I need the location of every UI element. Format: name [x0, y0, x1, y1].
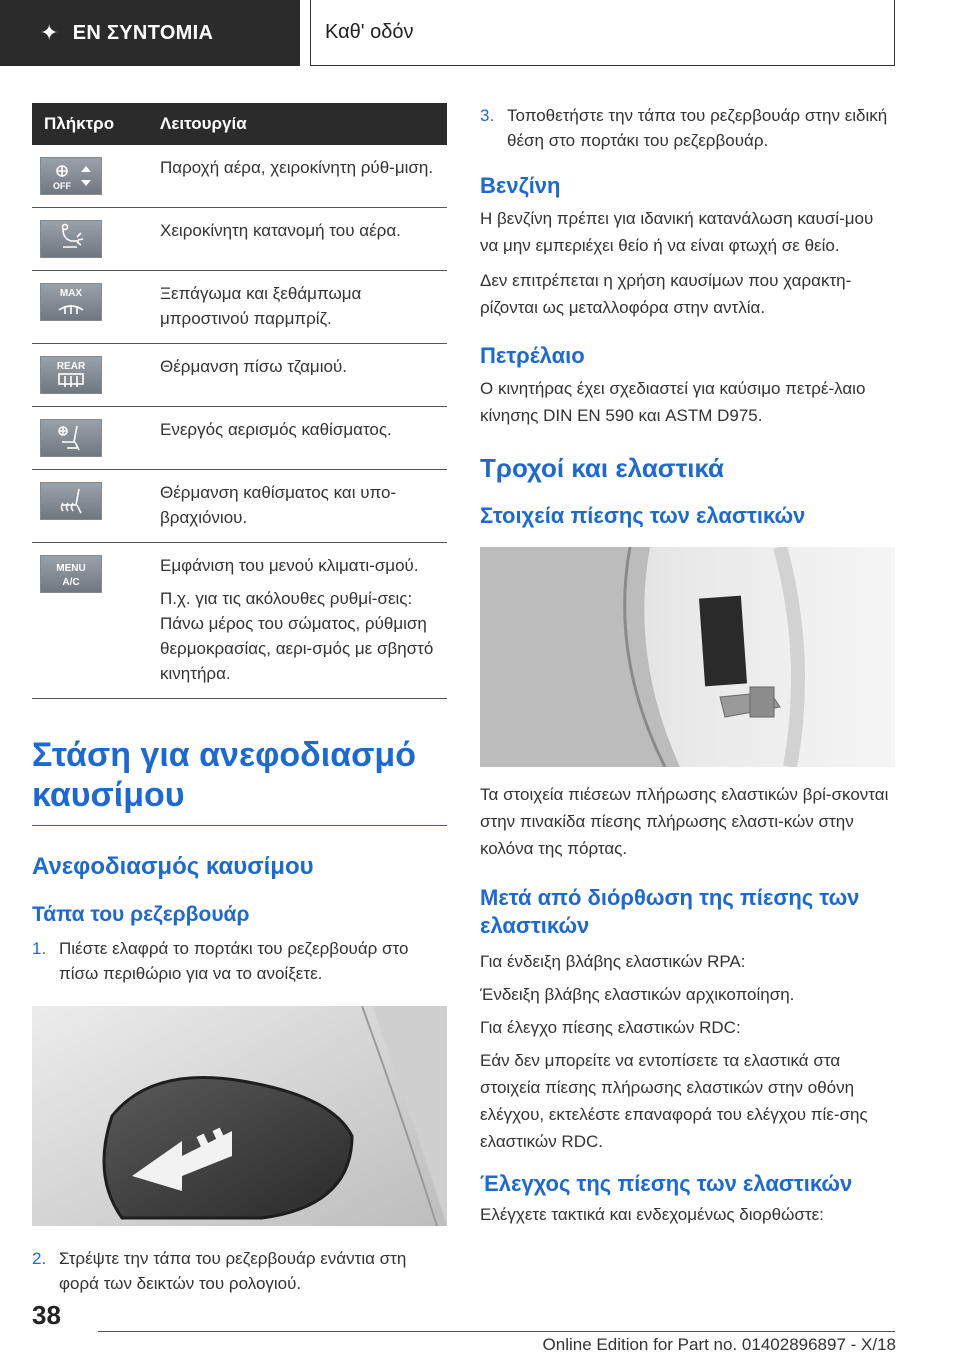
svg-text:MENU: MENU — [56, 563, 86, 574]
subheading-tyre-pressure: Στοιχεία πίεσης των ελαστικών — [480, 503, 806, 528]
button-function-table — [32, 103, 447, 699]
table-row — [32, 470, 447, 543]
page-header — [0, 0, 960, 66]
column-header-function: Λειτουργία — [150, 103, 447, 145]
row-description: Παροχή αέρα, χειροκίνητη ρύθ-μιση. — [150, 145, 447, 208]
left-column — [32, 103, 447, 1296]
subheading-refuelling: Ανεφοδιασμός καυσίμου — [32, 853, 314, 880]
menu-ac-icon — [40, 555, 102, 593]
row-description: Θέρμανση πίσω τζαμιού. — [150, 344, 447, 407]
page-number: 38 — [32, 1300, 61, 1330]
section-tab[interactable] — [0, 0, 300, 66]
max-defrost-icon — [40, 283, 102, 321]
paragraph: Ο κινητήρας έχει σχεδιαστεί για καύσιμο πετρέ-λαιο κίνησης DIN EN 590 και ASTM D975. — [480, 379, 866, 425]
footer-divider — [98, 1331, 895, 1332]
air-flow-off-icon — [40, 157, 102, 195]
svg-text:REAR: REAR — [56, 361, 86, 372]
steps-list-3 — [480, 103, 895, 153]
row-description: Εμφάνιση του μενού κλιματι-σμού. — [160, 556, 419, 575]
seat-heating-icon — [40, 482, 102, 520]
paragraph: Ελέγχετε τακτικά και ενδεχομένως διορθώστε: — [480, 1205, 824, 1224]
svg-text:OFF: OFF — [53, 181, 71, 191]
section-label: ΕΝ ΣΥΝΤΟΜΙΑ — [72, 21, 214, 44]
row-description-extra: Π.χ. για τις ακόλουθες ρυθμί-σεις: Πάνω μέρος του σώματος, ρύθμιση θερμοκρασίας, αερι-σμός με σβηστό κινητήρα. — [160, 589, 434, 683]
table-row — [32, 543, 447, 699]
svg-text:A/C: A/C — [62, 577, 80, 588]
table-row — [32, 344, 447, 407]
svg-text:MAX: MAX — [59, 288, 83, 299]
air-distribution-icon — [40, 220, 102, 258]
subheading-fuel-cap: Τάπα του ρεζερβουάρ — [32, 903, 250, 926]
paragraph: Για έλεγχο πίεσης ελαστικών RDC: — [480, 1018, 741, 1037]
list-item: 1. Πιέστε ελαφρά το πορτάκι του ρεζερβουάρ στο πίσω περιθώριο για να το ανοίξετε. — [32, 939, 409, 983]
chapter-label: Καθ' οδόν — [325, 21, 414, 43]
seat-ventilation-icon — [40, 419, 102, 457]
table-row — [32, 407, 447, 470]
steps-list — [32, 936, 447, 986]
list-item: 3. Τοποθετήστε την τάπα του ρεζερβουάρ στην ειδική θέση στο πορτάκι του ρεζερβουάρ. — [480, 106, 888, 150]
paragraph: Δεν επιτρέπεται η χρήση καυσίμων που χαρακτη-ρίζονται ως μεταλλοφόρα στην αντλία. — [480, 271, 852, 317]
sparkle-icon: ✦ — [40, 20, 59, 45]
row-description: Ενεργός αερισμός καθίσματος. — [150, 407, 447, 470]
paragraph: Ένδειξη βλάβης ελαστικών αρχικοποίηση. — [480, 985, 795, 1004]
subheading-diesel: Πετρέλαιο — [480, 343, 585, 368]
paragraph: Εάν δεν μπορείτε να εντοπίσετε τα ελαστικά στα στοιχεία πίεσης πλήρωσης ελαστικών στην οθόνη ελέγχου, εκτελέστε επαναφορά του ελέγχου πίε-σης ελαστικών RDC. — [480, 1051, 868, 1151]
paragraph: Η βενζίνη πρέπει για ιδανική κατανάλωση καυσί-μου να μην εμπεριέχει θείο ή να είναι φτωχή σε θείο. — [480, 209, 874, 255]
section-heading-refuel: Στάση για ανεφοδιασμό καυσίμου — [32, 735, 447, 826]
row-description: Θέρμανση καθίσματος και υπο-βραχιόνιου. — [150, 470, 447, 543]
table-row — [32, 208, 447, 271]
subheading-petrol: Βενζίνη — [480, 173, 561, 198]
right-column — [480, 103, 895, 1228]
row-description: Χειροκίνητη κατανομή του αέρα. — [150, 208, 447, 271]
section-heading-wheels: Τροχοί και ελαστικά — [480, 453, 725, 483]
paragraph: Για ένδειξη βλάβης ελαστικών RPA: — [480, 952, 746, 971]
chapter-tab[interactable] — [310, 0, 895, 66]
table-header — [32, 103, 447, 145]
rear-window-heat-icon — [40, 356, 102, 394]
table-row — [32, 271, 447, 344]
subheading-after-correction: Μετά από διόρθωση της πίεσης των ελαστικών — [480, 885, 860, 938]
footer-edition: Online Edition for Part no. 01402896897 - X/18 — [542, 1335, 896, 1354]
paragraph: Τα στοιχεία πιέσεων πλήρωσης ελαστικών βρί-σκονται στην πινακίδα πίεσης πλήρωσης ελαστι-κών στην κολόνα της πόρτας. — [480, 785, 889, 858]
door-pillar-photo — [480, 547, 895, 767]
column-header-key: Πλήκτρο — [32, 103, 150, 145]
fuel-flap-photo — [32, 1006, 447, 1226]
row-description: Ξεπάγωμα και ξεθάμπωμα μπροστινού παρμπρίζ. — [150, 271, 447, 344]
subheading-pressure-check: Έλεγχος της πίεσης των ελαστικών — [480, 1171, 853, 1196]
table-row — [32, 145, 447, 208]
list-item: 2. Στρέψτε την τάπα του ρεζερβουάρ ενάντια στη φορά των δεικτών του ρολογιού. — [32, 1249, 407, 1293]
steps-list-2 — [32, 1246, 447, 1296]
